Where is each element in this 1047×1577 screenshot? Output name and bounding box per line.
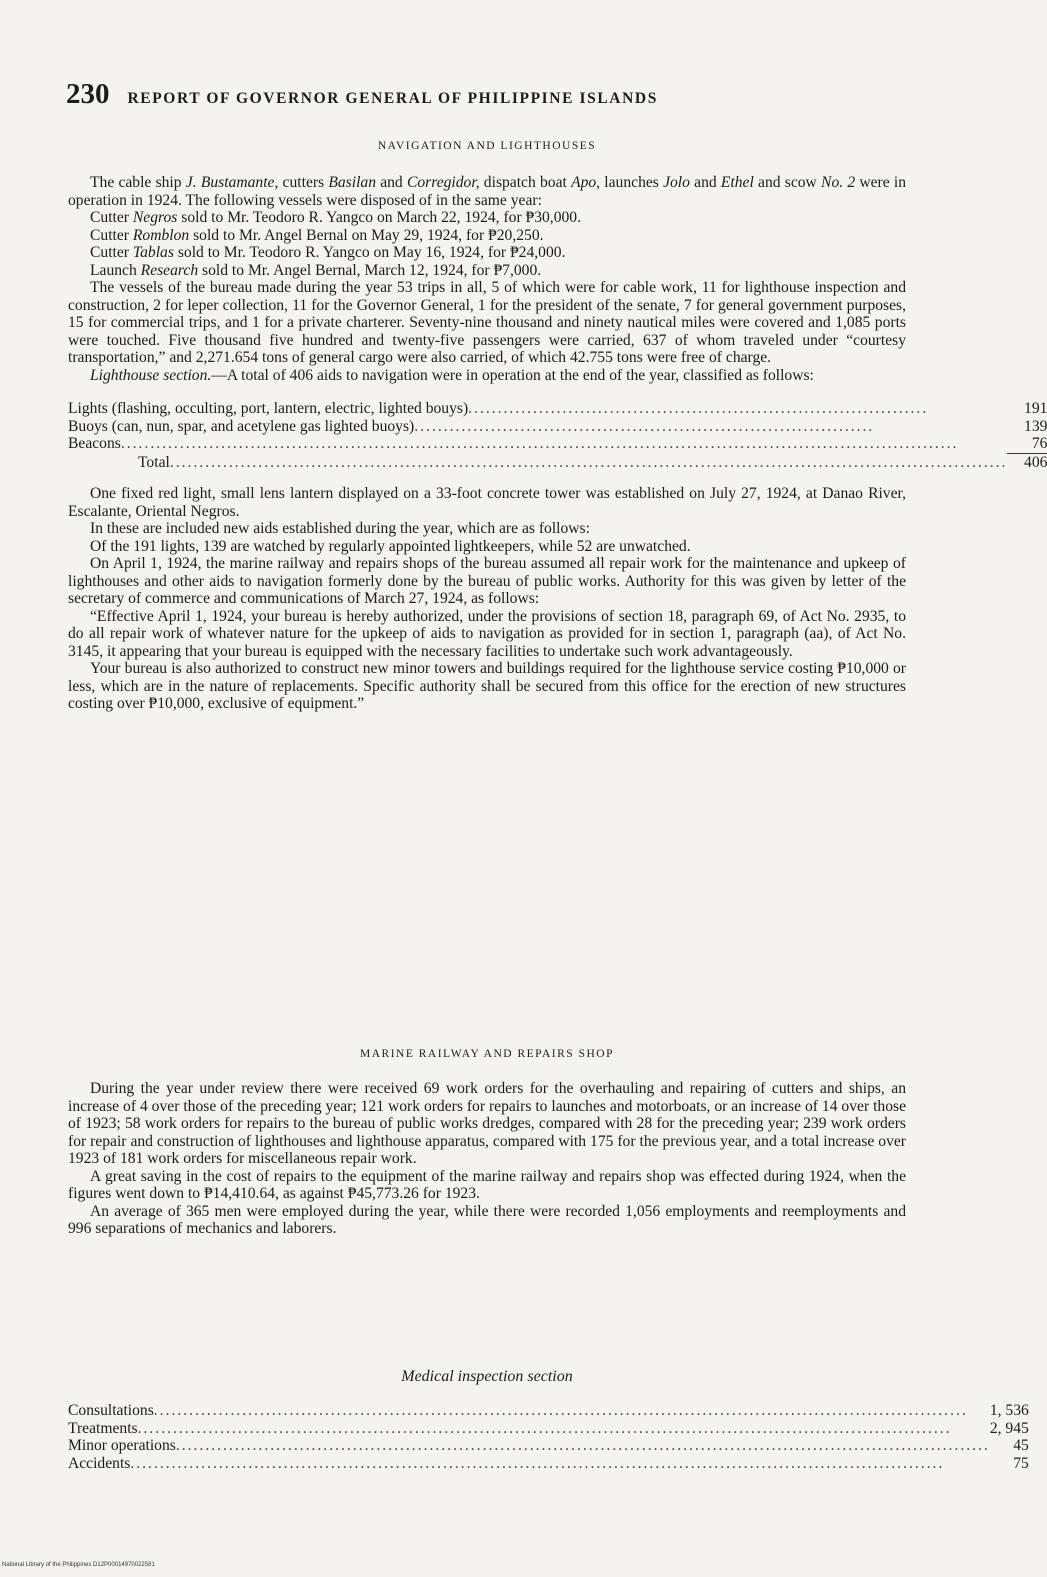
total-value: 406 (1024, 453, 1047, 471)
sale-negros: Cutter Negros sold to Mr. Teodoro R. Yangco on March 22, 1924, for ₱30,000. (90, 209, 581, 226)
scan-footer-note: National Library of the Philippines D12P00014970022581 (2, 1562, 155, 1568)
medical-label: Minor operations (68, 1437, 176, 1454)
medical-table (68, 1402, 1029, 1472)
table-row: Treatments.......................................................................................................................................... 2, 945 (68, 1419, 1029, 1437)
paragraph-new-aids: In these are included new aids established during the year, which are as follows: (90, 520, 590, 537)
table-row: Minor operations.......................................................................................................................................... 45 (68, 1437, 1029, 1454)
page-header (66, 78, 906, 114)
medical-label: Treatments (68, 1419, 138, 1437)
paragraph-fixed-light: One fixed red light, small lens lantern displayed on a 33-foot concrete tower was established on July 27, 1924, at Danao River, Escalante, Oriental Negros. (68, 485, 906, 520)
total-label: Total (138, 453, 170, 471)
paragraph-employment: An average of 365 men were employed during the year, while there were recorded 1,056 employments and reemployments and 996 separations of mechanics and laborers. (68, 1202, 906, 1237)
aid-label: Beacons (68, 435, 121, 452)
marine-body (68, 1080, 906, 1238)
paragraph-vessels: The cable ship J. Bustamante, cutters Basilan and Corregidor, dispatch boat Apo, launches Jolo and Ethel and scow No. 2 were in operation in 1924. The following vessels were disposed of in the same year: (68, 174, 907, 209)
aid-label: Lights (flashing, occulting, port, lantern, electric, lighted bouys) (68, 400, 469, 417)
aid-value: 76 (1031, 435, 1047, 452)
sale-tablas: Cutter Tablas sold to Mr. Teodoro R. Yangco on May 16, 1924, for ₱24,000. (90, 244, 566, 261)
table-row: Beacons.............................................................................................................................................. 76 (68, 435, 1047, 452)
navigation-body (68, 174, 1047, 713)
medical-label: Accidents (68, 1454, 131, 1472)
medical-value: 1, 536 (989, 1402, 1029, 1419)
aids-table (68, 400, 1047, 471)
page-number: 230 (66, 78, 110, 110)
medical-body (68, 1402, 1029, 1472)
table-row: Lights (flashing, occulting, port, lantern, electric, lighted bouys).............................................................................. 191 (68, 400, 1047, 417)
aid-value: 191 (1024, 400, 1047, 417)
medical-label: Consultations (68, 1402, 154, 1419)
paragraph-watched: Of the 191 lights, 139 are watched by regularly appointed lightkeepers, while 52 are unwatched. (90, 537, 691, 555)
aid-value: 139 (1024, 417, 1047, 435)
section-heading-navigation: NAVIGATION AND LIGHTHOUSES (377, 140, 597, 152)
paragraph-authorization: “Effective April 1, 1924, your bureau is hereby authorized, under the provisions of section 18, paragraph 69, of Act No. 2935, to do all repair work of whatever nature for the upkeep of aids to navigation as provided for in section 1, paragraph (aa), of Act No. 3145, it appearing that your bureau is equipped with the necessary facilities to undertake such work advantageously. (68, 607, 906, 660)
running-head: REPORT OF GOVERNOR GENERAL OF PHILIPPINE ISLANDS (127, 90, 658, 107)
table-row: Accidents.......................................................................................................................................... 75 (68, 1454, 1029, 1472)
table-row: Consultations.......................................................................................................................................... 1, 536 (68, 1402, 1029, 1419)
sale-romblon: Cutter Romblon sold to Mr. Angel Bernal on May 29, 1924, for ₱20,250. (90, 226, 544, 244)
medical-value: 2, 945 (989, 1419, 1029, 1437)
paragraph-repair-work: On April 1, 1924, the marine railway and repairs shops of the bureau assumed all repair work for the maintenance and upkeep of lighthouses and other aids to navigation formerly done by the bureau of public works. Authority for this was given by letter of the secretary of commerce and communications of March 27, 1924, as follows: (68, 555, 906, 607)
section-heading-marine: MARINE RAILWAY AND REPAIRS SHOP (360, 1048, 614, 1060)
paragraph-work-orders: During the year under review there were received 69 work orders for the overhauling and repairing of cutters and ships, an increase of 4 over those of the preceding year; 121 work orders for repairs to launches and motorboats, or an increase of 14 over those of 1923; 58 work orders for repairs to the bureau of public works dredges, compared with 28 for the preceding year; 239 work orders for repair and construction of lighthouses and lighthouse apparatus, compared with 175 for the previous year, and a total increase over 1923 of 181 work orders for miscellaneous repair work. (68, 1080, 906, 1167)
paragraph-trips: The vessels of the bureau made during the year 53 trips in all, 5 of which were for cable work, 11 for lighthouse inspection and construction, 2 for leper collection, 11 for the Governor General, 1 for the president of the senate, 7 for general government purposes, 15 for commercial trips, and 1 for a private charterer. Seventy-nine thousand and ninety nautical miles were covered and 1,085 ports were touched. Five thousand five hundred and twenty-five passengers were carried, 637 of whom traveled under “courtesy transportation,” and 2,271.654 tons of general cargo were also carried, of which 42.755 tons were free of charge. (68, 279, 906, 366)
medical-value: 75 (1013, 1454, 1029, 1472)
medical-subheading: Medical inspection section (401, 1368, 573, 1385)
table-row-total: Total.............................................................................................................................................. 406 (138, 453, 1047, 471)
paragraph-lighthouse-section: Lighthouse section.—A total of 406 aids to navigation were in operation at the end of the year, classified as follows: (90, 366, 814, 384)
medical-value: 45 (1013, 1437, 1029, 1454)
table-row: Buoys (can, nun, spar, and acetylene gas lighted buoys).............................................................................. 139 (68, 417, 1047, 435)
aid-label: Buoys (can, nun, spar, and acetylene gas lighted buoys) (68, 417, 415, 435)
paragraph-minor-towers: Your bureau is also authorized to construct new minor towers and buildings required for the lighthouse service costing ₱10,000 or less, which are in the nature of replacements. Specific authority shall be secured from this office for the erection of new structures costing over ₱10,000, exclusive of equipment.” (68, 660, 906, 712)
sale-research: Launch Research sold to Mr. Angel Bernal, March 12, 1924, for ₱7,000. (90, 261, 542, 279)
paragraph-saving: A great saving in the cost of repairs to the equipment of the marine railway and repairs shop was effected during 1924, when the figures went down to ₱14,410.64, as against ₱45,773.26 for 1923. (68, 1167, 906, 1202)
